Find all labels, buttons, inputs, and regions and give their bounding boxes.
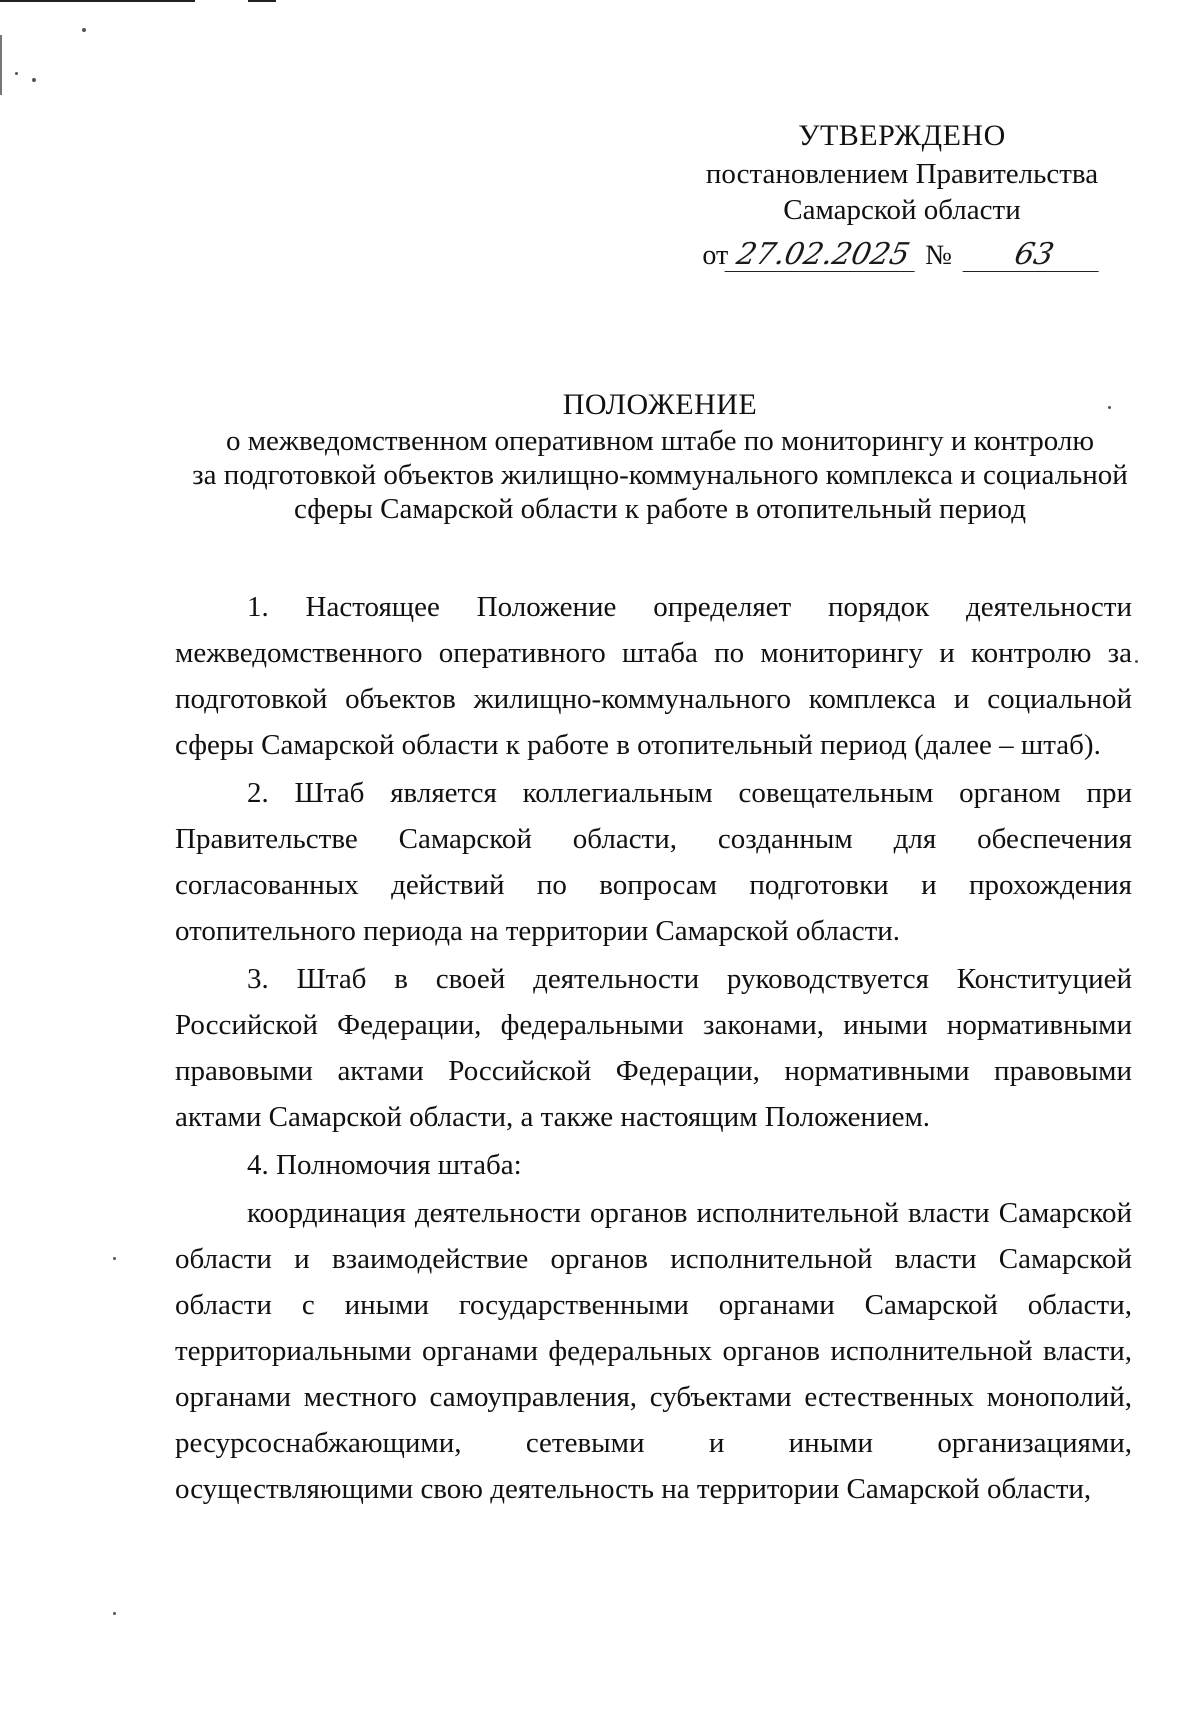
- approval-block: [692, 118, 1112, 274]
- scan-speck: [82, 28, 86, 32]
- date-prefix: от: [702, 240, 729, 271]
- scan-speck: [1135, 660, 1138, 663]
- approval-heading: УТВЕРЖДЕНО: [798, 119, 1006, 152]
- approval-date-line: [692, 238, 1112, 274]
- document-subtitle-line-2: за подготовкой объектов жилищно-коммунального комплекса и социальной: [192, 459, 1128, 491]
- paragraph-4: 4. Полномочия штаба:: [247, 1149, 522, 1181]
- scan-edge-mark: [248, 0, 276, 2]
- document-subtitle-line-3: сферы Самарской области к работе в отопительный период: [294, 493, 1026, 525]
- document-title: ПОЛОЖЕНИЕ: [562, 388, 758, 421]
- scan-edge-mark: [0, 0, 195, 2]
- scan-speck: [32, 78, 36, 82]
- handwritten-date: 27.02.2025: [725, 239, 922, 272]
- paragraph-2: 2. Штаб является коллегиальным совещательным органом при Правительстве Самарской области, созданным для обеспечения согласованных действий по вопросам подготовки и прохождения отопительного периода на территории Самарской области.: [175, 777, 1132, 947]
- paragraph-5: координация деятельности органов исполнительной власти Самарской области и взаимодействие органов исполнительной власти Самарской области с иными государственными органами Самарской области, территориальными органами федеральных органов исполнительной власти, органами местного самоуправления, субъектами естественных монополий, ресурсоснабжающими, сетевыми и иными организациями, осуществляющими свою деятельность на территории Самарской области,: [175, 1197, 1132, 1505]
- paragraph-3: 3. Штаб в своей деятельности руководствуется Конституцией Российской Федерации, федеральными законами, иными нормативными правовыми актами Российской Федерации, нормативными правовыми актами Самарской области, а также настоящим Положением.: [175, 963, 1132, 1133]
- handwritten-number: 63: [962, 239, 1105, 272]
- number-prefix: №: [925, 240, 952, 271]
- document-title-block: [120, 388, 1200, 526]
- approval-line-2: Самарской области: [783, 194, 1021, 226]
- scan-speck: [15, 72, 18, 75]
- scan-speck: [113, 1257, 116, 1260]
- approval-line-1: постановлением Правительства: [705, 158, 1099, 190]
- paragraph-1: 1. Настоящее Положение определяет порядок деятельности межведомственного оперативного штаба по мониторингу и контролю за подготовкой объектов жилищно-коммунального комплекса и социальной сферы Самарской области к работе в отопительный период (далее – штаб).: [175, 591, 1132, 761]
- scan-speck: [113, 1612, 116, 1615]
- document-body: [175, 584, 1132, 1514]
- document-subtitle-line-1: о межведомственном оперативном штабе по мониторингу и контролю: [225, 425, 1095, 457]
- scan-edge-mark: [0, 35, 2, 95]
